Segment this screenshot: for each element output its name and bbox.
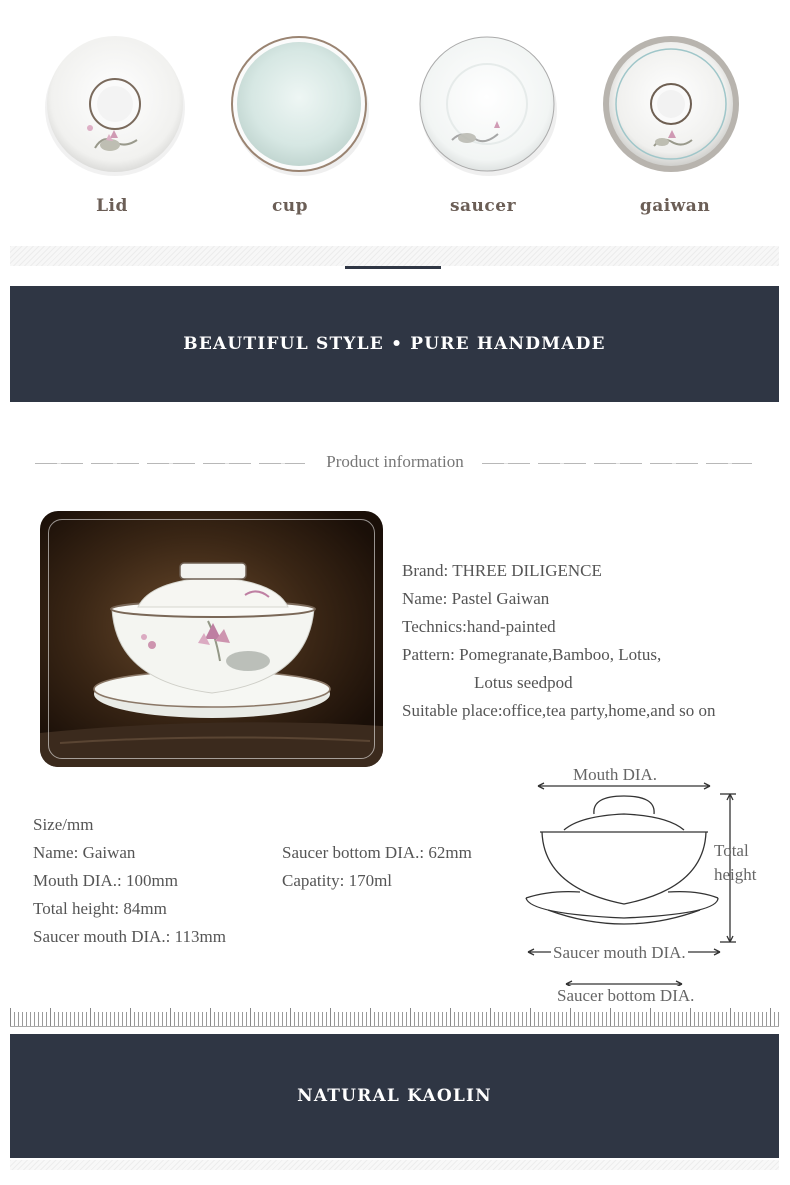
- diagram-saucer-bottom-label: Saucer bottom DIA.: [557, 986, 695, 1005]
- divider-accent: [345, 266, 441, 269]
- product-info-heading: Product information: [326, 452, 464, 471]
- size-saucer-mouth-dia: Saucer mouth DIA.: 113mm: [33, 927, 226, 946]
- size-capacity: Capatity: 170ml: [282, 871, 393, 890]
- diagram-height-label: height: [714, 865, 757, 884]
- diagram-mouth-label: Mouth DIA.: [573, 765, 658, 784]
- size-name: Name: Gaiwan: [33, 843, 136, 862]
- size-mouth-dia: Mouth DIA.: 100mm: [33, 871, 178, 890]
- size-total-height: Total height: 84mm: [33, 899, 167, 918]
- gaiwan-photo: [40, 511, 383, 767]
- ruler-major-ticks: [10, 1008, 779, 1026]
- banner-title: BEAUTIFUL STYLE • PURE HANDMADE: [183, 334, 606, 354]
- hatch-divider: [10, 246, 779, 266]
- gaiwan-label: gaiwan: [639, 196, 711, 216]
- size-saucer-bottom-dia: Saucer bottom DIA.: 62mm: [282, 843, 472, 862]
- spec-pattern-continued: Lotus seedpod: [474, 673, 573, 692]
- banner-natural-kaolin: [10, 1034, 779, 1158]
- diagram-saucer-mouth-label: Saucer mouth DIA.: [553, 943, 686, 962]
- spec-pattern: Pattern: Pomegranate,Bamboo, Lotus,: [402, 645, 662, 664]
- banner-beautiful-style: [10, 286, 779, 402]
- diagram-total-label: Total: [714, 841, 749, 860]
- cup-image: [224, 30, 374, 180]
- spec-name: Name: Pastel Gaiwan: [402, 589, 550, 608]
- spec-suitable-place: Suitable place:office,tea party,home,and so on: [402, 701, 716, 720]
- hatch-divider-bottom: [10, 1160, 779, 1170]
- size-title: Size/mm: [33, 815, 94, 834]
- spec-technics: Technics:hand-painted: [402, 617, 556, 636]
- saucer-image: [412, 30, 562, 180]
- gaiwan-image: [596, 30, 746, 180]
- dimension-diagram: [520, 780, 760, 1000]
- photo-inner-frame: [48, 519, 375, 759]
- banner-bottom-title: NATURAL KAOLIN: [297, 1086, 492, 1106]
- saucer-label: saucer: [449, 196, 517, 216]
- cup-label: cup: [271, 196, 309, 216]
- spec-brand: Brand: THREE DILIGENCE: [402, 561, 602, 580]
- lid-label: Lid: [96, 196, 128, 216]
- lid-image: [40, 30, 190, 180]
